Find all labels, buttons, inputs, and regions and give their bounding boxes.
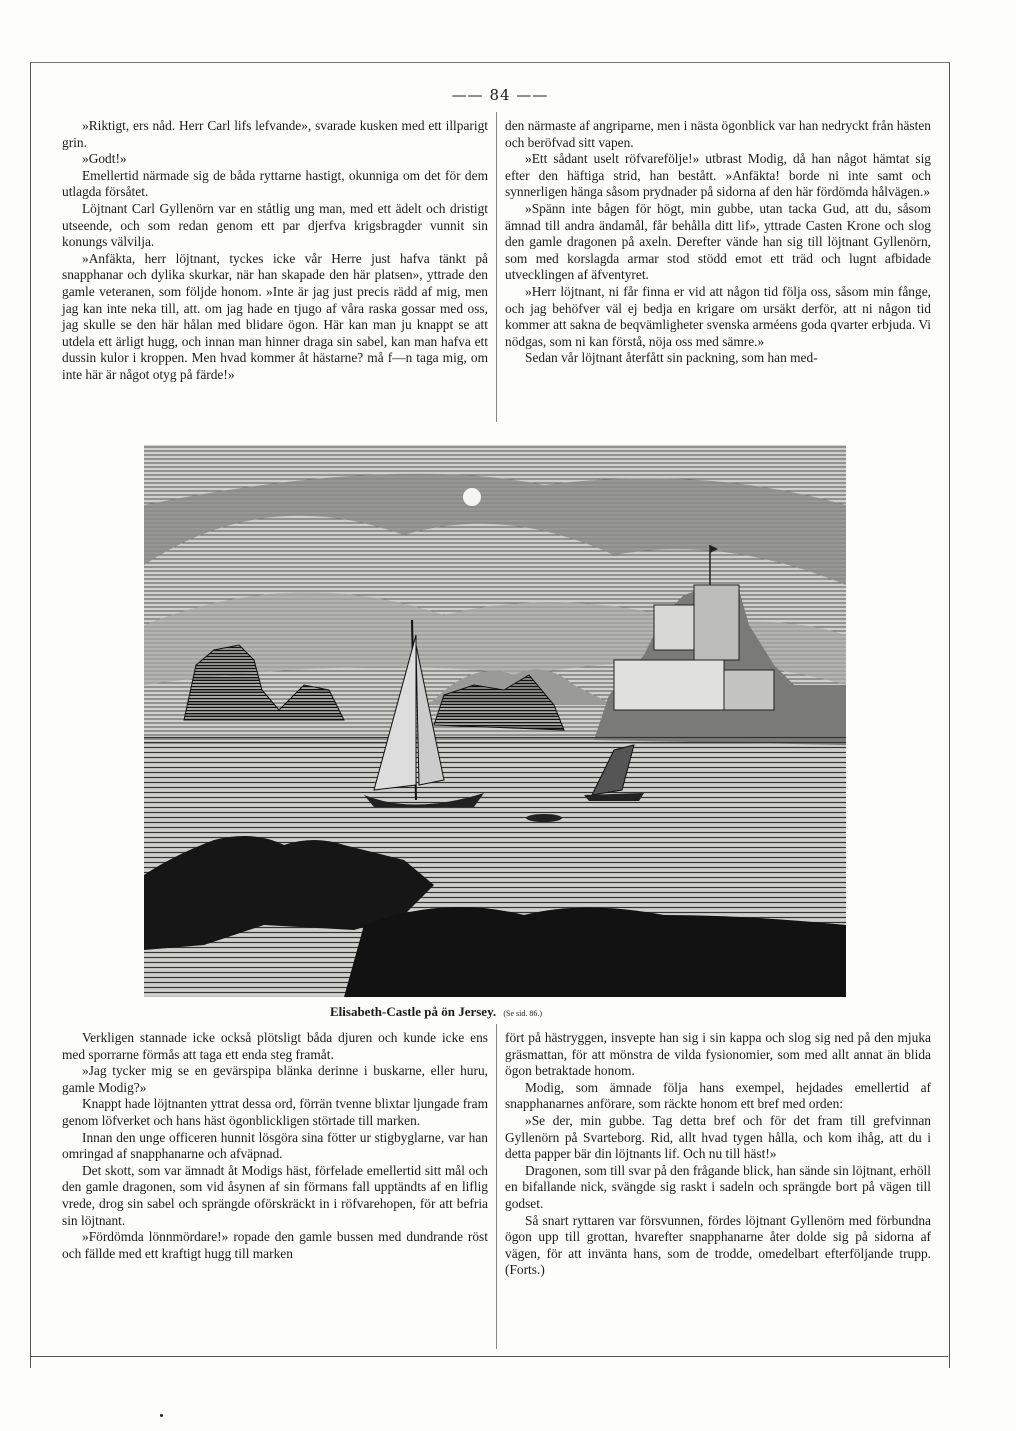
page-number (440, 86, 560, 104)
paragraph: fört på hästryggen, insvepte han sig i sin kappa och slog sig ned på den mjuka gräsmattan, för att mönstra de vilda fysionomier, som med allt annat än blida ögon betraktade honom. (505, 1030, 931, 1079)
paragraph: »Jag tycker mig se en gevärspipa blänka derinne i buskarne, eller huru, gamle Modig?» (62, 1063, 488, 1095)
paragraph: Modig, som ämnade följa hans exempel, hejdades emellertid af snapphanarnes anförare, som räckte honom ett bref med orden: (505, 1079, 931, 1112)
paragraph: »Se der, min gubbe. Tag detta bref och för det fram till grefvinnan Gyllenörn på Svarteborg. Rid, allt hvad tygen hålla, och kom ihåg, att du i detta papper bär din löjtnants lif. Och nu till häst!» (505, 1112, 931, 1162)
paragraph: »Herr löjtnant, ni får finna er vid att någon tid följa oss, såsom min fånge, och jag behöfver väl ej bedja en krigare om ursäkt derför, att ni någon tid kommer att sakna de beqvämligheter svenska arméens goda qvarter erbjuda. Vi nödgas, som ni kan förstå, nöja oss med sämre.» (505, 283, 931, 349)
paragraph: Sedan vår löjtnant återfått sin packning, som han med- (525, 350, 818, 366)
page-number-dash-left: —— (451, 86, 484, 104)
paragraph: »Godt!» (82, 151, 127, 167)
column-top-right (505, 118, 931, 367)
paragraph: Dragonen, som till svar på den frågande blick, han sände sin löjtnant, erhöll en bifallande nick, svängde sig raskt i sadeln och sprängde bort på vägen till godset. (505, 1162, 931, 1211)
paragraph: Löjtnant Carl Gyllenörn var en ståtlig ung man, med ett ädelt och dristigt utseende, och som redan genom ett par djerfva krigsbragder vunnit sin konungs välvilja. (62, 200, 488, 250)
caption-title: Elisabeth-Castle på ön Jersey. (330, 1004, 497, 1019)
paragraph: »Fördömda lönnmördare!» ropade den gamle bussen med dundrande röst och fällde med ett kraftigt hugg till marken (62, 1229, 488, 1261)
figure-caption (330, 1004, 730, 1020)
moon-icon (463, 488, 481, 506)
column-divider-bottom (496, 1024, 497, 1349)
column-bottom-right (505, 1030, 931, 1279)
ink-speck (160, 1414, 163, 1417)
paragraph: Så snart ryttaren var försvunnen, fördes löjtnant Gyllenörn med förbundna ögon upp till grottan, hvarefter snapphanarne åter dolde sig på sidorna af vägen, för att invänta hans, som de trodde, omedelbart efterföljande trupp. (Forts.) (505, 1212, 931, 1278)
page-number-value: 84 (489, 86, 511, 104)
page-frame-bottom-rule (30, 1356, 948, 1357)
paragraph: »Riktigt, ers nåd. Herr Carl lifs lefvande», svarade kusken med ett illparigt grin. (62, 118, 488, 150)
paragraph: Emellertid närmade sig de båda ryttarne hastigt, okunniga om det för dem utlagda försåtet. (62, 167, 488, 200)
paragraph: den närmaste af angriparne, men i nästa ögonblick var han nedryckt från hästen och beröfvad sitt vapen. (505, 118, 931, 150)
paragraph: »Anfäkta, herr löjtnant, tyckes icke vår Herre just hafva tänkt på snapphanar och dylika skurkar, när han skapade den här platsen», yttrade den gamle veteranen, som följde honom. »Inte är jag just precis rädd af mig, men jag kan inte neka till, att. om jag hade en tjugo af våra raska gossar med oss, jag skulle se den här hålan med blidare ögon. Här kan man ju knappt se att utdela ett ärligt hugg, och innan man hinner draga sin sabel, kan man hafva ett dussin kulor i kroppen. Men hvad kommer åt hästarne? må f—n taga mig, om inte här är något otyg på färde!» (62, 250, 488, 382)
paragraph: »Spänn inte bågen för högt, min gubbe, utan tacka Gud, att du, såsom ämnad till andra ändamål, får behålla ditt lif», yttrade Casten Krone och slog den gamle dragonen på axeln. Derefter vände han sig till löjtnant Gyllenörn, som med korslagda armar stod stödd emot ett träd och lugnt afbidade utvecklingen af äfventyret. (505, 200, 931, 283)
page-number-dash-right: —— (516, 86, 549, 104)
paragraph: »Ett sådant uselt röfvarefölje!» utbrast Modig, då han något hämtat sig efter den häftiga strid, han bestått. »Anfäkta! borde ni inte samt och synnerligen hänga såsom prydnader på sidorna af den här fördömda hålvägen.» (505, 151, 931, 200)
paragraph: Verkligen stannade icke också plötsligt båda djuren och kunde icke ens med sporrarne förmås att taga ett enda steg framåt. (62, 1030, 488, 1062)
column-divider-top (496, 112, 497, 422)
column-top-left (62, 118, 488, 384)
paragraph: Det skott, som var ämnadt åt Modigs häst, förfelade emellertid sitt mål och den gamle dragonen, som vid åsynen af sin förmans fall upptändts af en liflig vrede, drog sin sabel och sprängde oförskräckt in i röfvarehopen, för att befria sin löjtnant. (62, 1162, 488, 1228)
caption-page-reference: (Se sid. 86.) (503, 1009, 543, 1018)
engraving-elisabeth-castle (144, 445, 846, 997)
paragraph: Knappt hade löjtnanten yttrat dessa ord, förrän tvenne blixtar ljungade fram genom löfverket och hans häst ögonblickligen störtade till marken. (62, 1096, 488, 1128)
paragraph: Innan den unge officeren hunnit lösgöra sina fötter ur stigbyglarne, var han omringad af snapphanarne och afväpnad. (62, 1129, 488, 1162)
column-bottom-left (62, 1030, 488, 1262)
